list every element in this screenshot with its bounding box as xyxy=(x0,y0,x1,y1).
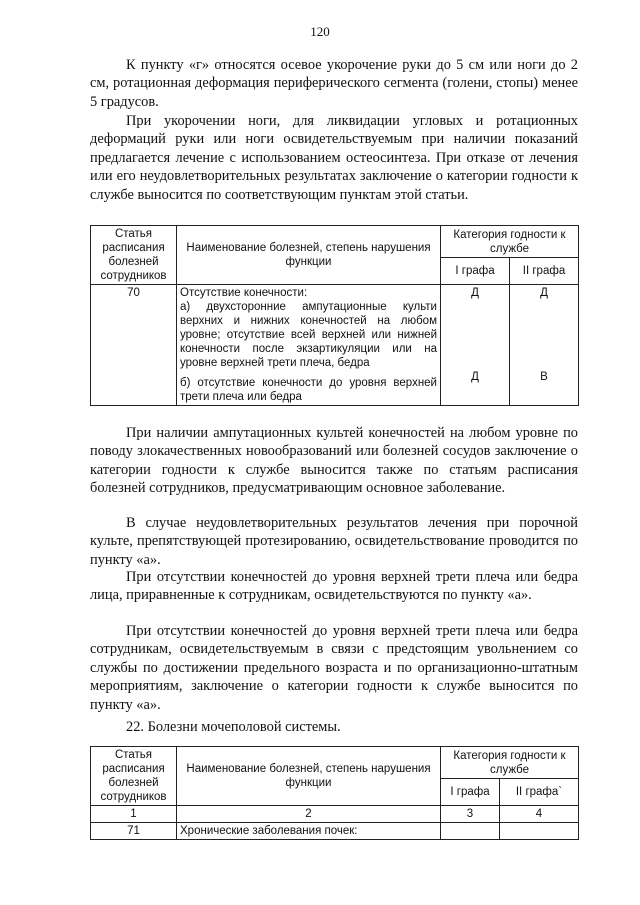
paragraph-1: К пункту «г» относятся осевое укорочение руки до 5 см или ноги до 2 см, ротационная деформация периферического сегмента (голени, стопы) менее 5 градусов. xyxy=(90,57,578,110)
header-col-1: I графа xyxy=(441,779,500,806)
paragraph-4: В случае неудовлетворительных результатов лечения при порочной культе, препятствующей протезированию, освидетельствование проводится по пункту «а». xyxy=(90,515,578,568)
item-b-text: б) отсутствие конечности до уровня верхней трети плеча или бедра xyxy=(180,377,437,403)
column-number-row xyxy=(91,806,579,823)
disease-title: Хронические заболевания почек: xyxy=(177,823,441,840)
header-col-2: II графа` xyxy=(500,779,579,806)
item-a-text: а) двухсторонние ампутационные культи верхних и нижних конечностей на любом уровне; отсутствие всей верхней или нижней конечности после экзартикуляции или на уровне верхней трети плеча, бедра xyxy=(180,301,437,369)
disease-description xyxy=(177,285,441,406)
column-number-1: 1 xyxy=(91,806,177,823)
header-diseases: Наименование болезней, степень нарушения функции xyxy=(177,226,441,285)
disease-title: Отсутствие конечности: xyxy=(180,287,308,299)
paragraph-6: При отсутствии конечностей до уровня верхней трети плеча или бедра сотрудникам, освидетельствуемым в связи с предстоящим увольнением со службы по достижении предельного возраста и по организационно-штатным мероприятиям, заключение о категории годности к службе выносится по пункту «а». xyxy=(90,623,578,713)
paragraph-3: При наличии ампутационных культей конечностей на любом уровне по поводу злокачественных новообразований или болезней сосудов заключение о категории годности к службе выносится также по статьям расписания болезней сотрудников, предусматривающим основное заболевание. xyxy=(90,425,578,497)
paragraph-2: При укорочении ноги, для ликвидации угловых и ротационных деформаций руки или ноги освидетельствуемым при наличии показаний предлагается лечение с использованием остеосинтеза. При отказе от лечения или его неудовлетворительных результатах заключение о категории годности к службе выносится по соответствующим пунктам этой статьи. xyxy=(90,113,578,203)
table-article-70 xyxy=(90,225,579,406)
empty-cell xyxy=(441,823,500,840)
article-number: 70 xyxy=(91,285,177,406)
header-article: Статья расписания болезней сотрудников xyxy=(91,226,177,285)
header-category: Категория годности к службе xyxy=(441,747,579,779)
category-col-2 xyxy=(510,285,579,406)
page-number: 120 xyxy=(310,24,330,39)
column-number-4: 4 xyxy=(500,806,579,823)
table-row xyxy=(91,285,579,406)
article-number: 71 xyxy=(91,823,177,840)
header-col-2: II графа xyxy=(510,258,579,285)
header-category: Категория годности к службе xyxy=(441,226,579,258)
item-a-col-2: Д xyxy=(540,287,548,299)
column-number-2: 2 xyxy=(177,806,441,823)
header-col-1: I графа xyxy=(441,258,510,285)
empty-cell xyxy=(500,823,579,840)
column-number-3: 3 xyxy=(441,806,500,823)
header-diseases: Наименование болезней, степень нарушения функции xyxy=(177,747,441,806)
table-row xyxy=(91,823,579,840)
item-b-col-2: В xyxy=(540,371,548,383)
category-col-1 xyxy=(441,285,510,406)
item-b-col-1: Д xyxy=(471,371,479,383)
section-heading: 22. Болезни мочеполовой системы. xyxy=(126,719,341,735)
header-article: Статья расписания болезней сотрудников xyxy=(91,747,177,806)
paragraph-5: При отсутствии конечностей до уровня верхней трети плеча или бедра лица, приравненные к сотрудникам, освидетельствуются по пункту «а». xyxy=(90,569,578,604)
table-article-71 xyxy=(90,746,579,840)
item-a-col-1: Д xyxy=(471,287,479,299)
